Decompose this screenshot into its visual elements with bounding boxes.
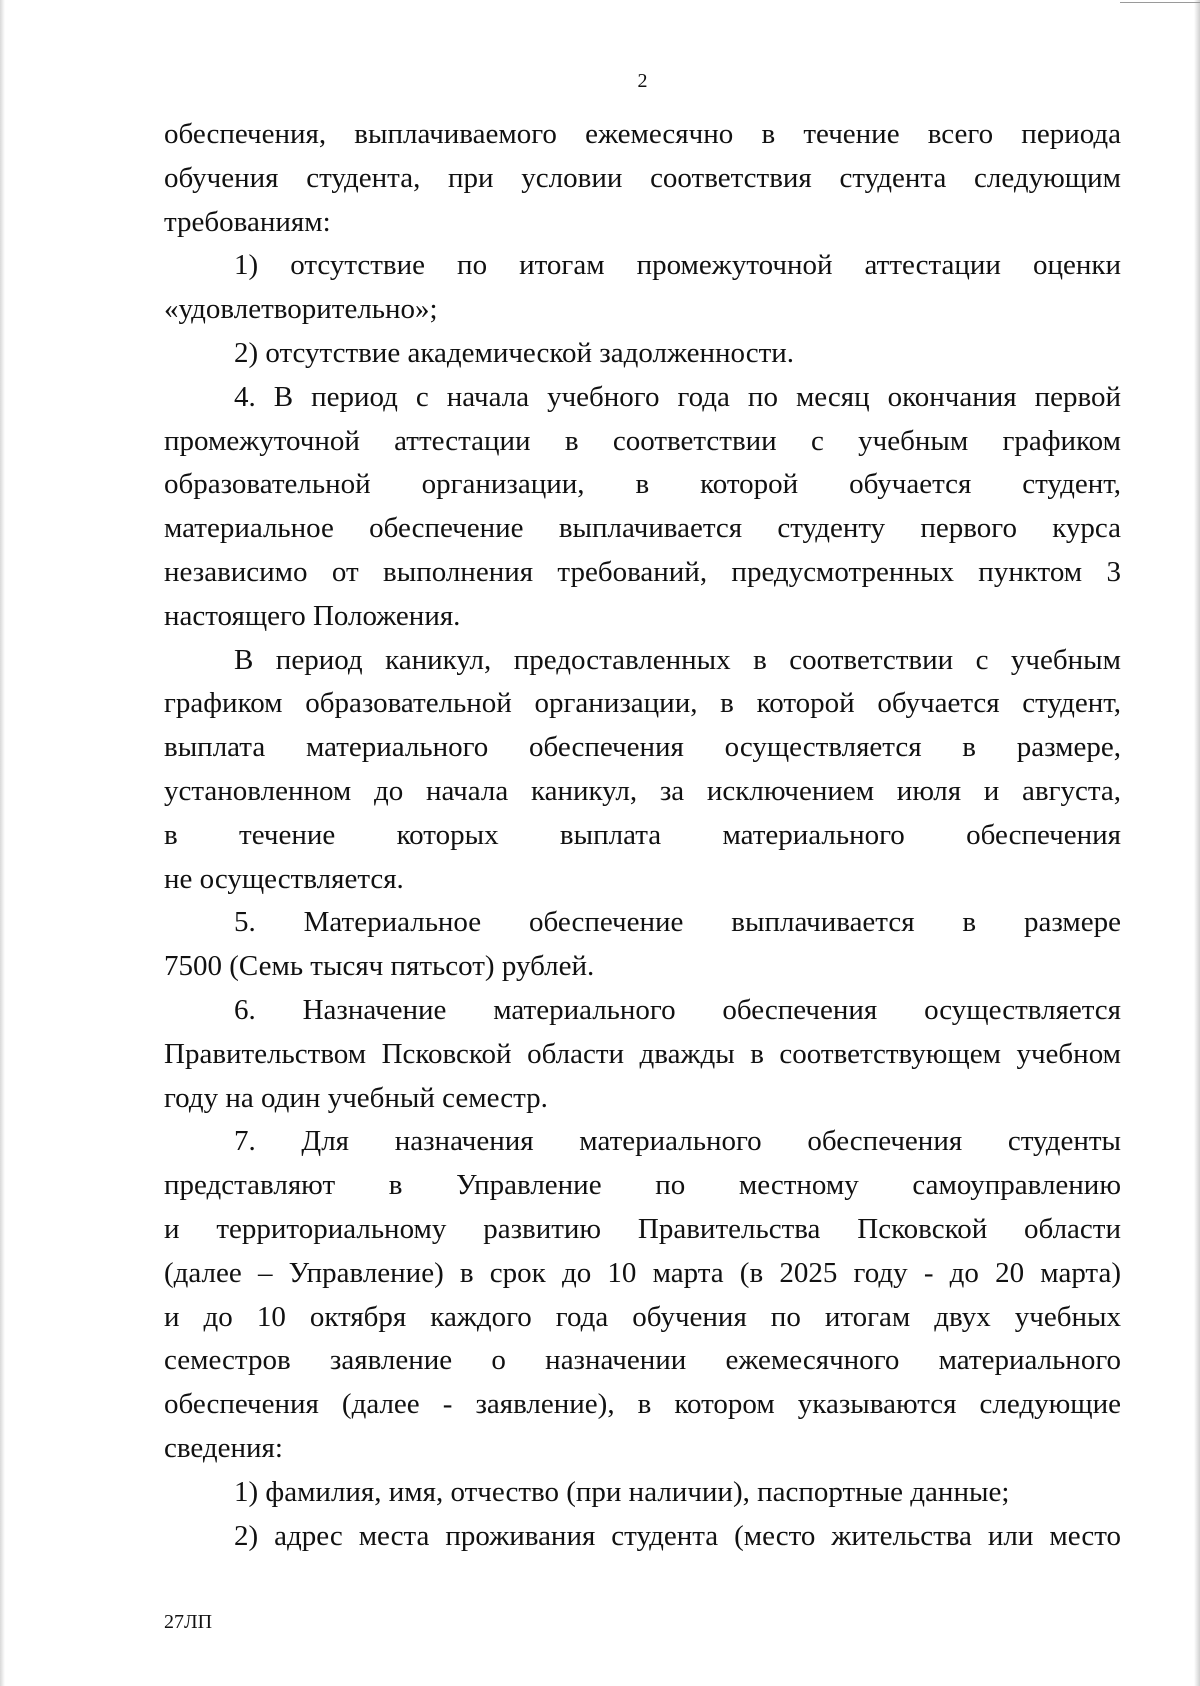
scan-corner-line (1120, 2, 1200, 3)
text-line: «удовлетворительно»; (164, 293, 438, 326)
text-line: представляют в Управление по местному самоуправлению (164, 1169, 1121, 1202)
text-line: 2) адрес места проживания студента (место жительства или место (234, 1519, 1121, 1552)
text-line: настоящего Положения. (164, 599, 461, 632)
text-line: В период каникул, предоставленных в соответствии с учебным (234, 643, 1121, 676)
page-number: 2 (637, 70, 648, 92)
text-line: графиком образовательной организации, в которой обучается студент, (164, 687, 1121, 720)
text-line: обеспечения (далее - заявление), в котором указываются следующие (164, 1388, 1121, 1421)
text-line: и территориальному развитию Правительства Псковской области (164, 1212, 1121, 1245)
text-line: образовательной организации, в которой обучается студент, (164, 468, 1121, 501)
text-line: установленном до начала каникул, за исключением июля и августа, (164, 774, 1121, 807)
text-line: 2) отсутствие академической задолженности. (234, 336, 795, 369)
text-line: не осуществляется. (164, 862, 404, 895)
text-line: сведения: (164, 1431, 283, 1464)
text-line: 6. Назначение материального обеспечения осуществляется (234, 993, 1121, 1026)
text-line: 1) фамилия, имя, отчество (при наличии), паспортные данные; (234, 1475, 1010, 1508)
text-line: промежуточной аттестации в соответствии с учебным графиком (164, 424, 1121, 457)
text-line: Правительством Псковской области дважды в соответствующем учебном (164, 1037, 1121, 1070)
text-line: обеспечения, выплачиваемого ежемесячно в течение всего периода (164, 118, 1121, 150)
document-body (164, 113, 1121, 1558)
text-line: семестров заявление о назначении ежемесячного материального (164, 1344, 1121, 1377)
text-line: материальное обеспечение выплачивается студенту первого курса (164, 512, 1121, 545)
document-footer-code: 27ЛП (164, 1611, 213, 1633)
text-line: требованиям: (164, 205, 331, 238)
text-line: году на один учебный семестр. (164, 1081, 548, 1114)
text-line: выплата материального обеспечения осуществляется в размере, (164, 731, 1121, 764)
text-line: обучения студента, при условии соответствия студента следующим (164, 161, 1121, 194)
text-line: 7. Для назначения материального обеспечения студенты (234, 1125, 1121, 1158)
text-line: и до 10 октября каждого года обучения по итогам двух учебных (164, 1300, 1121, 1333)
text-line: 4. В период с начала учебного года по месяц окончания первой (234, 380, 1121, 413)
text-line: 7500 (Семь тысяч пятьсот) рублей. (164, 950, 595, 983)
text-line: (далее – Управление) в срок до 10 марта (в 2025 году - до 20 марта) (164, 1256, 1121, 1289)
text-line: 1) отсутствие по итогам промежуточной аттестации оценки (234, 249, 1121, 282)
text-line: в течение которых выплата материального обеспечения (164, 818, 1121, 851)
text-line: независимо от выполнения требований, предусмотренных пунктом 3 (164, 555, 1121, 588)
scan-edge-right (1194, 0, 1200, 1686)
text-line: 5. Материальное обеспечение выплачивается в размере (234, 906, 1121, 939)
scan-edge-left (0, 0, 5, 1686)
